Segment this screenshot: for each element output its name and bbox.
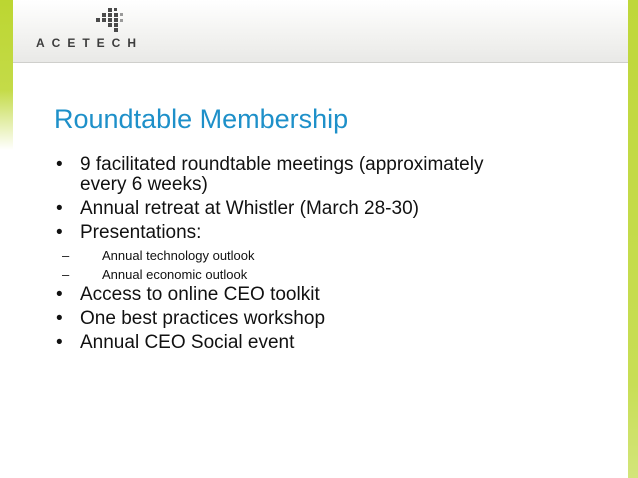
bullet-item <box>56 285 596 305</box>
bullet-text: Access to online CEO toolkit <box>80 284 320 305</box>
bullet-icon: • <box>56 198 63 219</box>
logo-dot-grid-icon <box>94 8 124 34</box>
bullet-icon: • <box>56 284 63 305</box>
bullet-item <box>56 333 596 353</box>
bullet-text: Annual CEO Social event <box>80 332 295 353</box>
bullet-text: One best practices workshop <box>80 308 326 329</box>
logo-wordmark: ACETECH <box>36 36 144 50</box>
bullet-item <box>56 223 596 243</box>
sub-bullet-text: Annual technology outlook <box>102 248 255 263</box>
bullet-item <box>56 309 596 329</box>
bullet-text: Presentations: <box>80 222 202 243</box>
dash-icon: – <box>62 267 70 282</box>
dash-icon: – <box>62 248 70 263</box>
bullet-item <box>56 155 596 195</box>
bullet-text: Annual retreat at Whistler (March 28-30) <box>80 198 419 219</box>
sub-bullet-list <box>56 247 596 283</box>
left-accent-bar <box>0 0 13 150</box>
sub-bullet-item <box>56 247 596 264</box>
bullet-icon: • <box>56 308 63 329</box>
sub-bullet-text: Annual economic outlook <box>102 267 248 282</box>
slide-title: Roundtable Membership <box>54 104 349 134</box>
header-divider <box>0 62 638 63</box>
bullet-list <box>56 155 596 357</box>
bullet-icon: • <box>56 154 63 175</box>
bullet-icon: • <box>56 332 63 353</box>
sub-bullet-group <box>56 247 596 283</box>
bullet-text: 9 facilitated roundtable meetings (approximately <box>80 154 484 175</box>
bullet-icon: • <box>56 222 63 243</box>
sub-bullet-item <box>56 266 596 283</box>
acetech-logo <box>36 8 146 54</box>
right-accent-bar <box>628 0 638 478</box>
bullet-text-continuation: every 6 weeks) <box>80 174 208 195</box>
bullet-item <box>56 199 596 219</box>
